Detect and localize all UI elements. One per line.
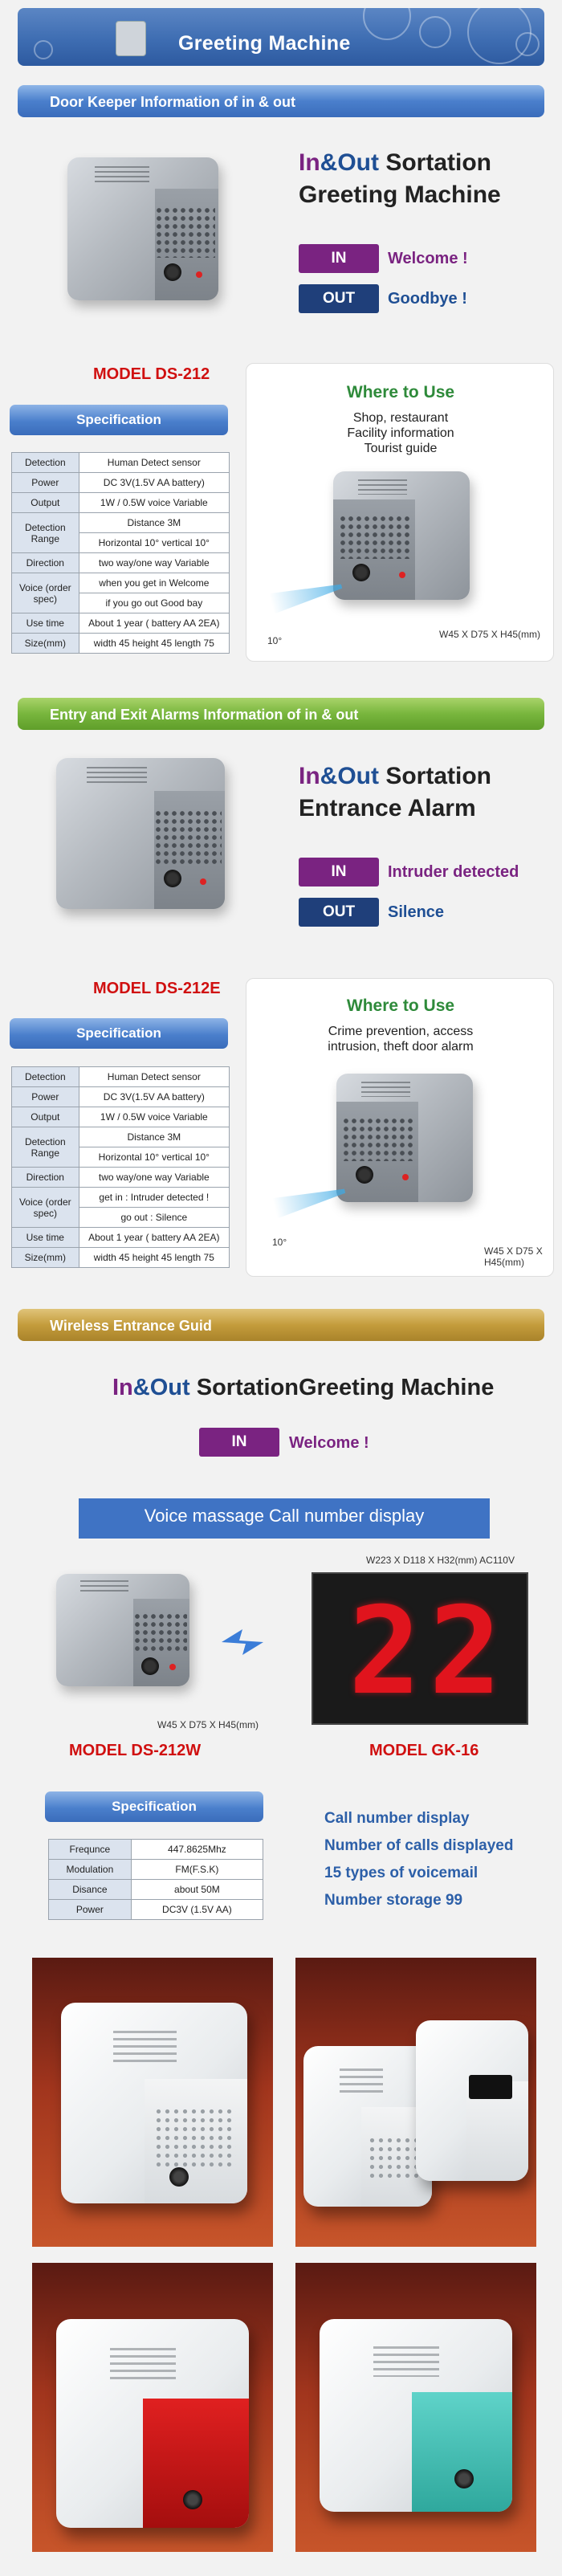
display-dimensions-label: W223 X D118 X H32(mm) AC110V — [366, 1555, 515, 1566]
device-ds212e-usage-image — [336, 1074, 473, 1202]
section-title: Wireless Entrance Guid — [50, 1318, 212, 1334]
table-row: Size(mm) width 45 height 45 length 75 — [12, 634, 230, 654]
specification-heading: Specification — [45, 1791, 263, 1822]
table-row: Detection Human Detect sensor — [12, 1067, 230, 1087]
device-ds212e-image — [56, 758, 225, 909]
where-to-use-panel — [246, 978, 554, 1277]
product-photo-white — [32, 1958, 273, 2247]
table-row: Output 1W / 0.5W voice Variable — [12, 493, 230, 513]
tag-in-text: Welcome ! — [289, 1434, 369, 1452]
device-ds212w-image — [56, 1574, 189, 1686]
where-lines: Shop, restaurant Facility information Tourist guide — [347, 411, 454, 455]
dimensions-label: W45 X D75 X H45(mm) — [439, 629, 541, 640]
tag-out: OUT — [299, 284, 379, 313]
device-thumbnail-icon — [116, 21, 146, 56]
table-row: Modulation FM(F.S.K) — [49, 1860, 263, 1880]
tag-out-text: Goodbye ! — [388, 290, 467, 308]
product-photo-red — [32, 2263, 273, 2552]
dimensions-label: W45 X D75 X H45(mm) — [484, 1245, 543, 1268]
model-label-ds212w: MODEL DS-212W — [69, 1742, 202, 1759]
model-label-gk16: MODEL GK-16 — [369, 1742, 479, 1759]
feature-item: Number storage 99 — [324, 1892, 463, 1909]
display-number: 22 — [348, 1582, 510, 1722]
tag-in-text: Welcome ! — [388, 250, 468, 267]
table-row: Direction two way/one way Variable — [12, 1168, 230, 1188]
table-row: Output 1W / 0.5W voice Variable — [12, 1107, 230, 1127]
tag-out: OUT — [299, 898, 379, 927]
tag-in: IN — [199, 1428, 279, 1457]
model-label: MODEL DS-212E — [93, 980, 221, 997]
where-to-use-panel — [246, 363, 554, 662]
wireless-signal-icon — [218, 1626, 267, 1658]
table-row: Use time About 1 year ( battery AA 2EA) — [12, 1228, 230, 1248]
section-title: Entry and Exit Alarms Information of in & out — [50, 707, 359, 723]
spec-table — [11, 452, 230, 654]
table-row: Frequnce 447.8625Mhz — [49, 1840, 263, 1860]
angle-label: 10° — [272, 1237, 287, 1248]
page-title: Greeting Machine — [178, 32, 351, 55]
table-row: Size(mm) width 45 height 45 length 75 — [12, 1248, 230, 1268]
product-headline: In&Out Sortation Greeting Machine — [299, 149, 501, 208]
tag-in: IN — [299, 244, 379, 273]
header-banner — [18, 8, 544, 66]
spec-table — [48, 1839, 263, 1920]
table-row: Power DC3V (1.5V AA) — [49, 1900, 263, 1920]
feature-item: Number of calls displayed — [324, 1837, 514, 1854]
product-photo-pair — [295, 1958, 536, 2247]
device-ds212-image — [67, 157, 218, 300]
table-row: go out : Silence — [12, 1208, 230, 1228]
section-bar-entry-exit — [18, 698, 544, 730]
product-photo-teal — [295, 2263, 536, 2552]
product-headline: In&Out SortationGreeting Machine — [112, 1375, 495, 1400]
tag-out-text: Silence — [388, 903, 445, 921]
spec-table — [11, 1066, 230, 1268]
specification-heading: Specification — [10, 405, 228, 435]
model-label: MODEL DS-212 — [93, 365, 210, 383]
table-row: Disance about 50M — [49, 1880, 263, 1900]
table-row: Power DC 3V(1.5V AA battery) — [12, 1087, 230, 1107]
where-title: Where to Use — [346, 997, 455, 1015]
call-number-display — [312, 1572, 528, 1725]
table-row: Detection Human Detect sensor — [12, 453, 230, 473]
table-row: Horizontal 10° vertical 10° — [12, 533, 230, 553]
product-headline: In&Out Sortation Entrance Alarm — [299, 763, 491, 821]
section-bar-door-keeper — [18, 85, 544, 117]
table-row: Use time About 1 year ( battery AA 2EA) — [12, 613, 230, 634]
table-row: Voice (order spec) get in : Intruder detected ! — [12, 1188, 230, 1208]
where-lines: Crime prevention, access intrusion, theft door alarm — [328, 1025, 474, 1054]
tag-in: IN — [299, 858, 379, 887]
table-row: Direction two way/one way Variable — [12, 553, 230, 573]
table-row: Detection Range Distance 3M — [12, 513, 230, 533]
where-title: Where to Use — [346, 383, 455, 401]
table-row: Power DC 3V(1.5V AA battery) — [12, 473, 230, 493]
feature-item: Call number display — [324, 1810, 470, 1827]
feature-list — [324, 1805, 513, 1914]
table-row: if you go out Good bay — [12, 593, 230, 613]
angle-label: 10° — [267, 635, 283, 646]
feature-item: 15 types of voicemail — [324, 1865, 479, 1881]
device-ds212-usage-image — [333, 471, 470, 600]
device-dimensions-label: W45 X D75 X H45(mm) — [157, 1719, 259, 1730]
specification-heading: Specification — [10, 1018, 228, 1049]
section-title: Door Keeper Information of in & out — [50, 94, 295, 110]
table-row: Detection Range Distance 3M — [12, 1127, 230, 1147]
tag-in-text: Intruder detected — [388, 863, 519, 881]
table-row: Horizontal 10° vertical 10° — [12, 1147, 230, 1168]
section-bar-wireless — [18, 1309, 544, 1341]
voice-message-banner: Voice massage Call number display — [79, 1498, 490, 1539]
table-row: Voice (order spec) when you get in Welcome — [12, 573, 230, 593]
